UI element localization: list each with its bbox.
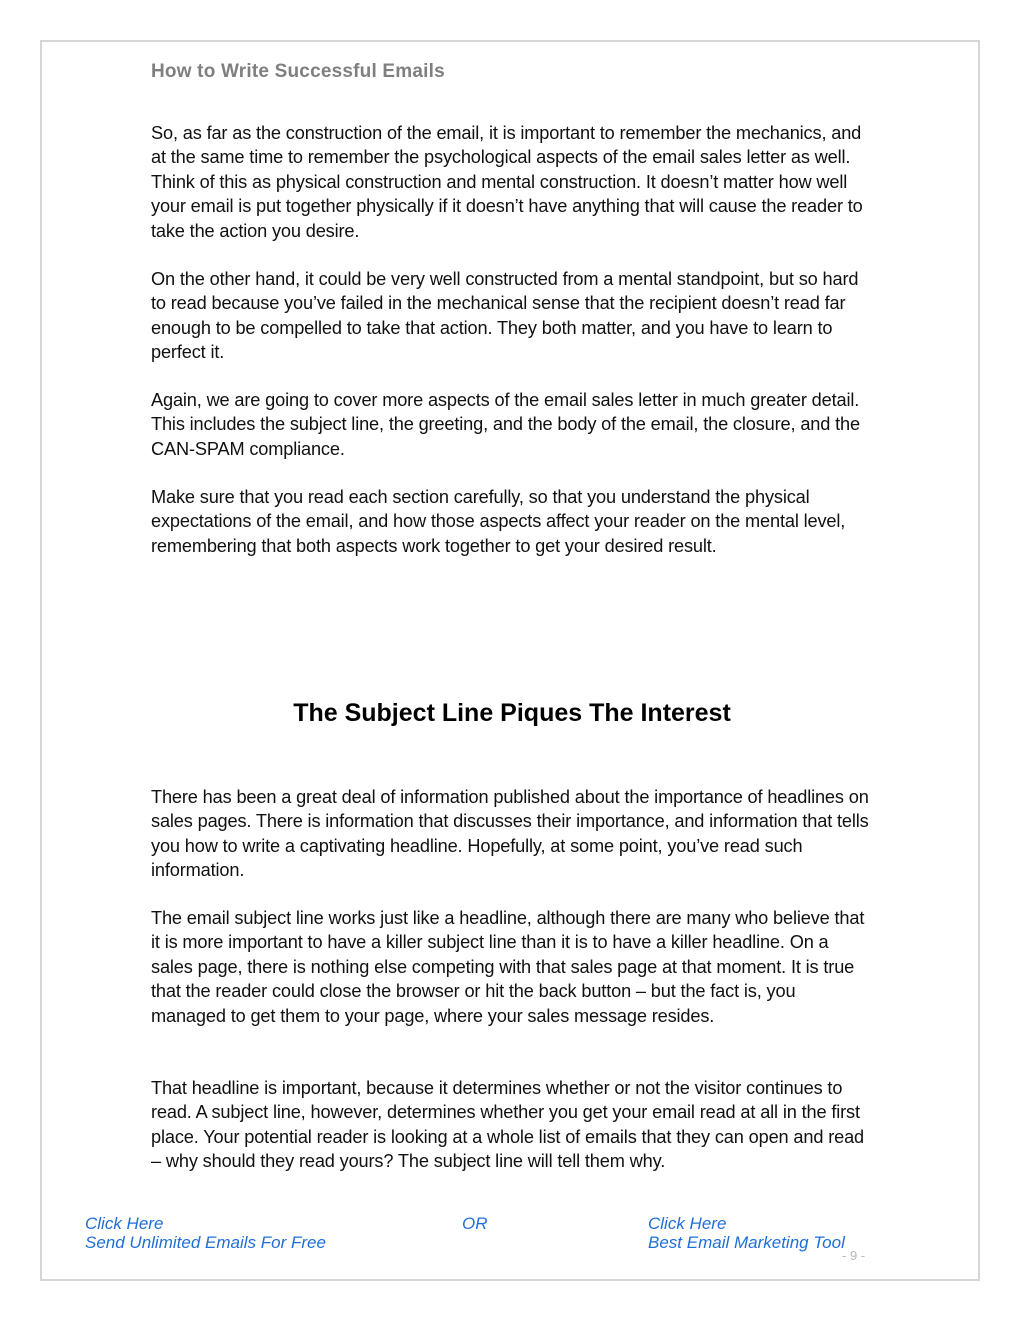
paragraph-headline-important: That headline is important, because it determines whether or not the visitor continues to read. A subject line, however, determines whether you get your email read at all in the first place. Your potential reader is looking at a whole list of emails that they can open and read – why should they read yours? The subject line will tell them why. (151, 1078, 865, 1172)
paragraph-construction: So, as far as the construction of the email, it is important to remember the mechanics, and at the same time to remember the psychological aspects of the email sales letter as well. Think of this as physical construction and mental construction. It doesn’t matter how well your email is put together physically if it doesn’t have anything that will cause the reader to take the action you desire. (151, 123, 863, 241)
page-number: - 9 - (842, 1248, 866, 1263)
footer-right-link[interactable] (648, 1214, 845, 1252)
running-header: How to Write Successful Emails (151, 61, 445, 82)
footer-right-link-line1: Click Here (648, 1214, 727, 1233)
footer-left-link-line2: Send Unlimited Emails For Free (85, 1233, 326, 1252)
paragraph-other-hand: On the other hand, it could be very well constructed from a mental standpoint, but so hard to read because you’ve failed in the mechanical sense that the recipient doesn’t read far enough to be compelled to take that action. They both matter, and you have to learn to perfect it. (151, 269, 859, 363)
footer-left-link[interactable] (85, 1214, 326, 1252)
section-heading: The Subject Line Piques The Interest (293, 699, 731, 727)
footer-left-link-line1: Click Here (85, 1214, 164, 1233)
paragraph-make-sure: Make sure that you read each section carefully, so that you understand the physical expectations of the email, and how those aspects affect your reader on the mental level, remembering that both aspects work together to get your desired result. (151, 487, 846, 556)
paragraph-again: Again, we are going to cover more aspects of the email sales letter in much greater detail. This includes the subject line, the greeting, and the body of the email, the closure, and the CAN-SPAM compliance. (151, 390, 860, 459)
paragraph-subject-line: The email subject line works just like a headline, although there are many who believe that it is more important to have a killer subject line than it is to have a killer headline. On a sales page, there is nothing else competing with that sales page at that moment. It is true that the reader could close the browser or hit the back button – but the fact is, you managed to get them to your page, where your sales message resides. (151, 908, 865, 1026)
footer-or-text: OR (462, 1214, 488, 1233)
paragraph-headlines: There has been a great deal of information published about the importance of headlines on sales pages. There is information that discusses their importance, and information that tells you how to write a captivating headline. Hopefully, at some point, you’ve read such information. (151, 787, 869, 881)
footer-right-link-line2: Best Email Marketing Tool (648, 1233, 845, 1252)
